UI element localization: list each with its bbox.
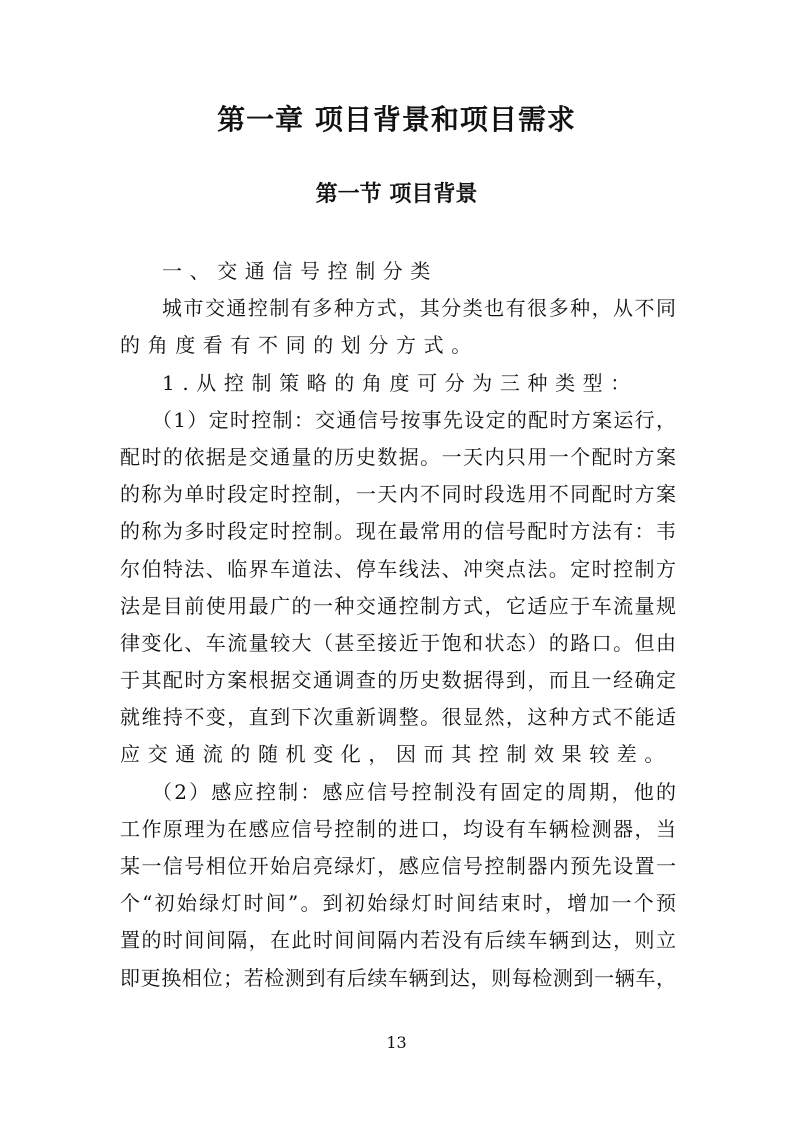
text-line: 配时的依据是交通量的历史数据。一天内只用一个配时方案 <box>120 444 676 469</box>
text-line: 应交通流的随机变化，因而其控制效果较差。 <box>120 742 672 767</box>
chapter-title: 第一章 项目背景和项目需求 <box>217 103 576 136</box>
text-line: （2）感应控制：感应信号控制没有固定的周期，他的 <box>152 779 676 804</box>
text-line: 个“初始绿灯时间”。到初始绿灯时间结束时，增加一个预 <box>120 891 676 916</box>
text-line: 于其配时方案根据交通调查的历史数据得到，而且一经确定 <box>120 668 676 693</box>
page-number: 13 <box>386 1033 407 1052</box>
text-line: 工作原理为在感应信号控制的进口，均设有车辆检测器，当 <box>120 816 676 841</box>
text-line: 置的时间间隔，在此时间间隔内若没有后续车辆到达，则立 <box>120 928 676 953</box>
text-line: 尔伯特法、临界车道法、停车线法、冲突点法。定时控制方 <box>120 556 676 581</box>
text-line: 的称为单时段定时控制，一天内不同时段选用不同配时方案 <box>120 482 676 507</box>
section-title: 第一节 项目背景 <box>315 181 478 207</box>
body-text <box>120 253 676 997</box>
text-line: 法是目前使用最广的一种交通控制方式，它适应于车流量规 <box>120 593 676 618</box>
text-line: 一、交通信号控制分类 <box>162 259 438 283</box>
text-line: 的称为多时段定时控制。现在最常用的信号配时方法有：韦 <box>120 519 676 544</box>
text-line: 就维持不变，直到下次重新调整。很显然，这种方式不能适 <box>120 705 676 730</box>
text-line: （1）定时控制：交通信号按事先设定的配时方案运行， <box>152 407 676 432</box>
text-line: 的角度看有不同的划分方式。 <box>120 333 479 358</box>
text-line: 某一信号相位开始启亮绿灯，感应信号控制器内预先设置一 <box>120 854 676 878</box>
text-line: 即更换相位；若检测到有后续车辆到达，则每检测到一辆车， <box>120 965 676 990</box>
text-line: 城市交通控制有多种方式，其分类也有很多种，从不同 <box>162 296 676 321</box>
text-line: 律变化、车流量较大（甚至接近于饱和状态）的路口。但由 <box>120 630 676 655</box>
text-line: 1.从控制策略的角度可分为三种类型： <box>162 370 638 395</box>
